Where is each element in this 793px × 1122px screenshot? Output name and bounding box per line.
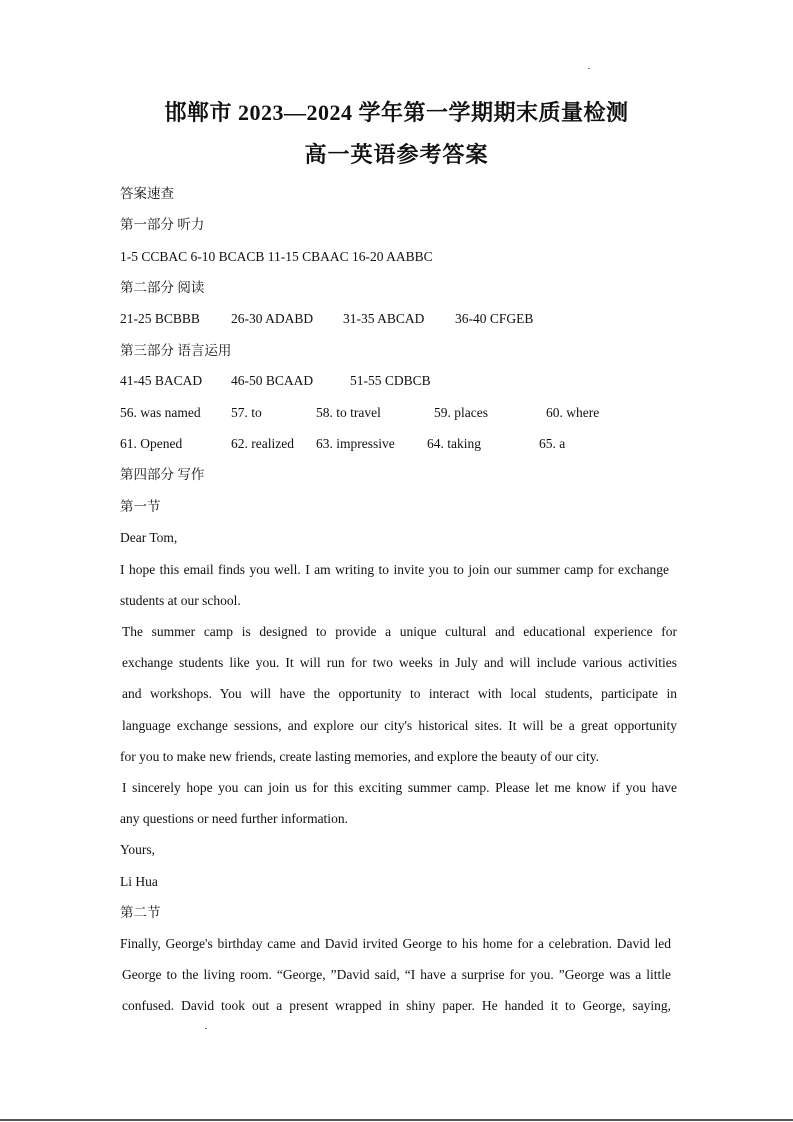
text-line: The summer camp is designed to provide a unique cultural and educational experience for <box>122 624 677 639</box>
text-line: students at our school. <box>120 593 241 609</box>
part3-answer: 63. impressive <box>316 436 395 451</box>
section1-label: 第一节 <box>120 499 161 514</box>
part3-answer: 58. to travel <box>316 405 381 420</box>
text-line: exchange students like you. It will run for two weeks in July and will include various activities <box>122 655 677 671</box>
page-title: 邯郸市 2023—2024 学年第一学期期末质量检测 <box>164 100 629 125</box>
part3-heading: 第三部分 语言运用 <box>120 343 232 358</box>
part3-answer: 41-45 BACAD <box>120 373 203 388</box>
part2-answer: 26-30 ADABD <box>231 311 314 326</box>
part3-answer: 65. a <box>539 436 566 451</box>
letter-signature: Li Hua <box>120 874 158 889</box>
part3-answer: 62. realized <box>231 436 294 451</box>
part3-answer: 64. taking <box>427 436 481 451</box>
part2-answer: 36-40 CFGEB <box>455 311 534 326</box>
scan-speck <box>205 1028 207 1029</box>
part4-heading: 第四部分 写作 <box>120 467 205 482</box>
page-bottom-edge <box>0 1119 793 1121</box>
letter-paragraph-1 <box>120 554 669 616</box>
text-line: and workshops. You will have the opportunity to interact with local students, participate in <box>122 686 677 702</box>
continuation-paragraph <box>120 928 671 1022</box>
quick-check-label: 答案速查 <box>120 186 174 201</box>
text-line: confused. David took out a present wrapped in shiny paper. He handed it to George, saying, <box>122 998 671 1014</box>
page-subtitle: 高一英语参考答案 <box>304 142 489 167</box>
part3-answer: 56. was named <box>120 405 201 420</box>
part3-answer: 46-50 BCAAD <box>231 373 314 388</box>
part3-answer: 59. places <box>434 405 488 420</box>
letter-closing: Yours, <box>120 842 156 857</box>
part1-answers: 1-5 CCBAC 6-10 BCACB 11-15 CBAAC 16-20 AABBC <box>120 249 433 264</box>
text-line: Finally, George's birthday came and David irvited George to his home for a celebration. David led <box>120 936 671 951</box>
part2-answer: 31-35 ABCAD <box>343 311 425 326</box>
letter-paragraph-3 <box>120 772 677 834</box>
letter-salutation: Dear Tom, <box>120 530 178 545</box>
section2-label: 第二节 <box>120 905 161 920</box>
part1-heading: 第一部分 听力 <box>120 217 205 232</box>
text-line: any questions or need further information. <box>120 811 348 827</box>
part3-answer: 57. to <box>231 405 262 420</box>
text-line: language exchange sessions, and explore our city's historical sites. It will be a great opportunity <box>122 717 677 733</box>
text-line: George to the living room. “George, ”David said, “I have a surprise for you. ”George was a little <box>122 967 671 983</box>
part3-answer: 61. Opened <box>120 436 183 451</box>
part2-heading: 第二部分 阅读 <box>120 280 205 295</box>
text-line: I sincerely hope you can join us for this exciting summer camp. Please let me know if you have <box>122 780 677 795</box>
text-line: for you to make new friends, create lasting memories, and explore the beauty of our city. <box>120 748 599 764</box>
text-line: I hope this email finds you well. I am writing to invite you to join our summer camp for exchange <box>120 562 669 577</box>
part3-answer: 51-55 CDBCB <box>350 373 431 388</box>
part3-answer: 60. where <box>546 405 600 420</box>
letter-paragraph-2 <box>122 616 677 772</box>
scan-speck <box>588 68 590 69</box>
part2-answer: 21-25 BCBBB <box>120 311 200 326</box>
